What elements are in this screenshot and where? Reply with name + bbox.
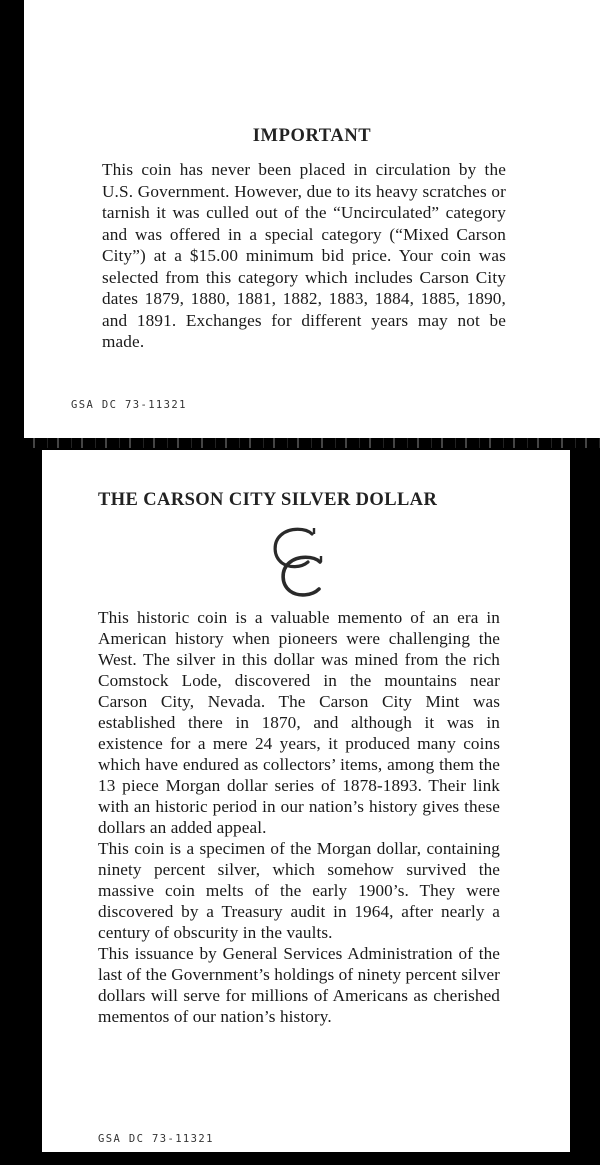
carson-city-dollar-card [42,450,570,1152]
carson-city-heading: THE CARSON CITY SILVER DOLLAR [98,490,438,510]
scan-border-strip [570,450,600,1165]
important-notice-card [24,0,600,438]
carson-city-history-text [98,607,500,1027]
history-paragraph: This historic coin is a valuable memento of an era in American history when pioneers were challenging the West. The silver in this dollar was mined from the rich Comstock Lode, discovered in the mountains near Carson City, Nevada. The Carson City Mint was established there in 1870, and although it was in existence for a mere 24 years, it produced many coins which have endured as collectors’ items, among them the 13 piece Morgan dollar series of 1878-1893. Their link with an historic period in our nation’s history gives these dollars an added appeal. [98,608,500,837]
important-heading: IMPORTANT [252,126,372,146]
gsa-issuance-paragraph: This issuance by General Services Administration of the last of the Government’s holdings of ninety percent silver dollars will serve for millions of Americans as cherished mementos of our nation’s history. [98,944,500,1026]
important-notice-text: This coin has never been placed in circulation by the U.S. Government. However, due to its heavy scratches or tarnish it was culled out of the “Uncirculated” category and was offered in a special category (“Mixed Carson City”) at a $15.00 minimum bid price. Your coin was selected from this category which includes Carson City dates 1879, 1880, 1881, 1882, 1883, 1884, 1885, 1890, and 1891. Exchanges for different years may not be made. [102,160,506,351]
cc-mint-monogram-icon [268,526,328,598]
morgan-dollar-paragraph: This coin is a specimen of the Morgan dollar, containing ninety percent silver, which somehow survived the massive coin melts of the early 1900’s. They were discovered by a Treasury audit in 1964, after nearly a century of obscurity in the vaults. [98,839,500,942]
gsa-document-code: GSA DC 73-11321 [71,399,187,411]
scan-artifact-line [534,452,564,453]
gsa-document-code: GSA DC 73-11321 [98,1133,214,1145]
